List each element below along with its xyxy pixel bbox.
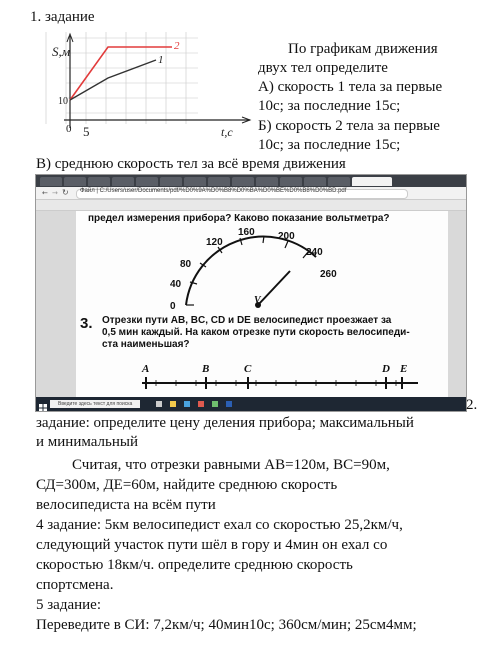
task5-line: Переведите в СИ: 7,2км/ч; 40мин10с; 360см/мин; 25см4мм; bbox=[36, 617, 417, 633]
dial-label: 40 bbox=[170, 279, 182, 290]
browser-tab[interactable] bbox=[256, 177, 278, 186]
browser-tab[interactable] bbox=[136, 177, 158, 186]
folder-icon[interactable] bbox=[170, 401, 176, 407]
task2-line: задание: определите цену деления прибора; максимальный bbox=[36, 415, 414, 431]
taskbar-app-icon[interactable] bbox=[184, 401, 190, 407]
task1-line: 10с; за последние 15с; bbox=[258, 137, 401, 153]
browser-tab[interactable] bbox=[328, 177, 350, 186]
dial-unit: V bbox=[254, 295, 261, 306]
line-label-2: 2 bbox=[174, 40, 180, 52]
taskbar-search[interactable] bbox=[50, 400, 140, 408]
question-text: предел измерения прибора? Каково показание вольтметра? bbox=[88, 213, 390, 224]
task2-number: 2. bbox=[466, 397, 478, 413]
x-axis-label: t,с bbox=[221, 125, 233, 139]
taskbar-search-placeholder: Введите здесь текст для поиска bbox=[58, 401, 133, 407]
task4-line: спортсмена. bbox=[36, 577, 114, 593]
task1-line: 10с; за последние 15с; bbox=[258, 98, 401, 114]
dial-label: 200 bbox=[278, 231, 295, 242]
task4-line: скоростью 18км/ч. определите среднюю скорость bbox=[36, 557, 353, 573]
task3-line: СД=300м, ДЕ=60м, найдите среднюю скорость bbox=[36, 477, 338, 493]
task3-line: Считая, что отрезки равными АВ=120м, ВС=90м, bbox=[72, 457, 390, 473]
task1-line: Б) скорость 2 тела за первые bbox=[258, 118, 440, 134]
task3-line: велосипедиста на всём пути bbox=[36, 497, 216, 513]
reload-icon[interactable]: ↻ bbox=[62, 188, 69, 197]
dial-needle bbox=[258, 271, 290, 305]
browser-tab[interactable] bbox=[160, 177, 182, 186]
pdf-page bbox=[76, 211, 448, 397]
dial-label: 160 bbox=[238, 227, 255, 238]
task4-line: следующий участок пути шёл в гору и 4мин он ехал со bbox=[36, 537, 388, 553]
y-tick-label: 10 bbox=[58, 96, 68, 107]
x-tick-label: 5 bbox=[83, 124, 90, 139]
problem-line: 0,5 мин каждый. На каком отрезке пути скорость велосипеди- bbox=[102, 327, 410, 338]
browser-tab-bar bbox=[36, 175, 466, 187]
dial-label: 260 bbox=[320, 269, 337, 280]
taskbar-app-icon[interactable] bbox=[212, 401, 218, 407]
back-icon[interactable]: ← bbox=[42, 189, 48, 197]
dial-label: 0 bbox=[170, 301, 176, 309]
windows-start-icon[interactable] bbox=[39, 399, 47, 407]
task4-line: 4 задание: 5км велосипедист ехал со скоростью 25,2км/ч, bbox=[36, 517, 403, 533]
browser-tab[interactable] bbox=[64, 177, 86, 186]
pdf-toolbar bbox=[36, 200, 466, 211]
browser-tab[interactable] bbox=[304, 177, 326, 186]
task5-heading: 5 задание: bbox=[36, 597, 102, 613]
dial-label: 80 bbox=[180, 259, 192, 270]
browser-tab[interactable] bbox=[208, 177, 230, 186]
taskbar-app-icon[interactable] bbox=[226, 401, 232, 407]
segment-point-label: A bbox=[142, 363, 150, 375]
segment-point-label: E bbox=[400, 363, 408, 375]
segment-point-label: C bbox=[244, 363, 252, 375]
windows-taskbar bbox=[36, 397, 466, 411]
browser-tab[interactable] bbox=[112, 177, 134, 186]
taskbar-app-icon[interactable] bbox=[198, 401, 204, 407]
problem-line: ста наименьшая? bbox=[102, 339, 190, 350]
segment-point-label: D bbox=[382, 363, 390, 375]
browser-tab[interactable] bbox=[232, 177, 254, 186]
problem-number: 3. bbox=[80, 315, 93, 332]
problem-line: Отрезки пути AB, BC, CD и DE велосипедист проезжает за bbox=[102, 315, 392, 326]
segment-diagram bbox=[136, 359, 426, 393]
browser-tab[interactable] bbox=[88, 177, 110, 186]
address-bar bbox=[36, 187, 466, 200]
voltmeter-dial bbox=[166, 227, 346, 309]
motion-graph bbox=[28, 28, 258, 160]
browser-tab[interactable] bbox=[184, 177, 206, 186]
browser-tab[interactable] bbox=[40, 177, 62, 186]
forward-icon[interactable]: → bbox=[52, 189, 58, 197]
line-label-1: 1 bbox=[158, 54, 164, 66]
task1-line: двух тел определите bbox=[258, 60, 388, 76]
browser-tab[interactable] bbox=[280, 177, 302, 186]
task1-line: В) среднюю скорость тел за всё время движения bbox=[36, 156, 346, 172]
embedded-screenshot bbox=[35, 174, 467, 412]
url-text: Файл | C:/Users/user/Documents/pdf/%D0%9A%D0%B8%D0%BA%D0%BE%D0%B8%D0%BD.pdf bbox=[80, 188, 347, 194]
browser-tab-active[interactable] bbox=[352, 177, 392, 186]
line-body-1 bbox=[70, 60, 156, 100]
task2-line: и минимальный bbox=[36, 434, 138, 450]
y-axis-label: S,м bbox=[52, 44, 71, 59]
task1-line: По графикам движения bbox=[288, 41, 438, 57]
dial-label: 120 bbox=[206, 237, 223, 248]
dial-label: 240 bbox=[306, 247, 323, 258]
task1-heading: 1. задание bbox=[30, 9, 95, 25]
segment-point-label: B bbox=[202, 363, 210, 375]
origin-label: 0 bbox=[66, 123, 72, 135]
taskbar-app-icon[interactable] bbox=[156, 401, 162, 407]
task1-line: А) скорость 1 тела за первые bbox=[258, 79, 443, 95]
